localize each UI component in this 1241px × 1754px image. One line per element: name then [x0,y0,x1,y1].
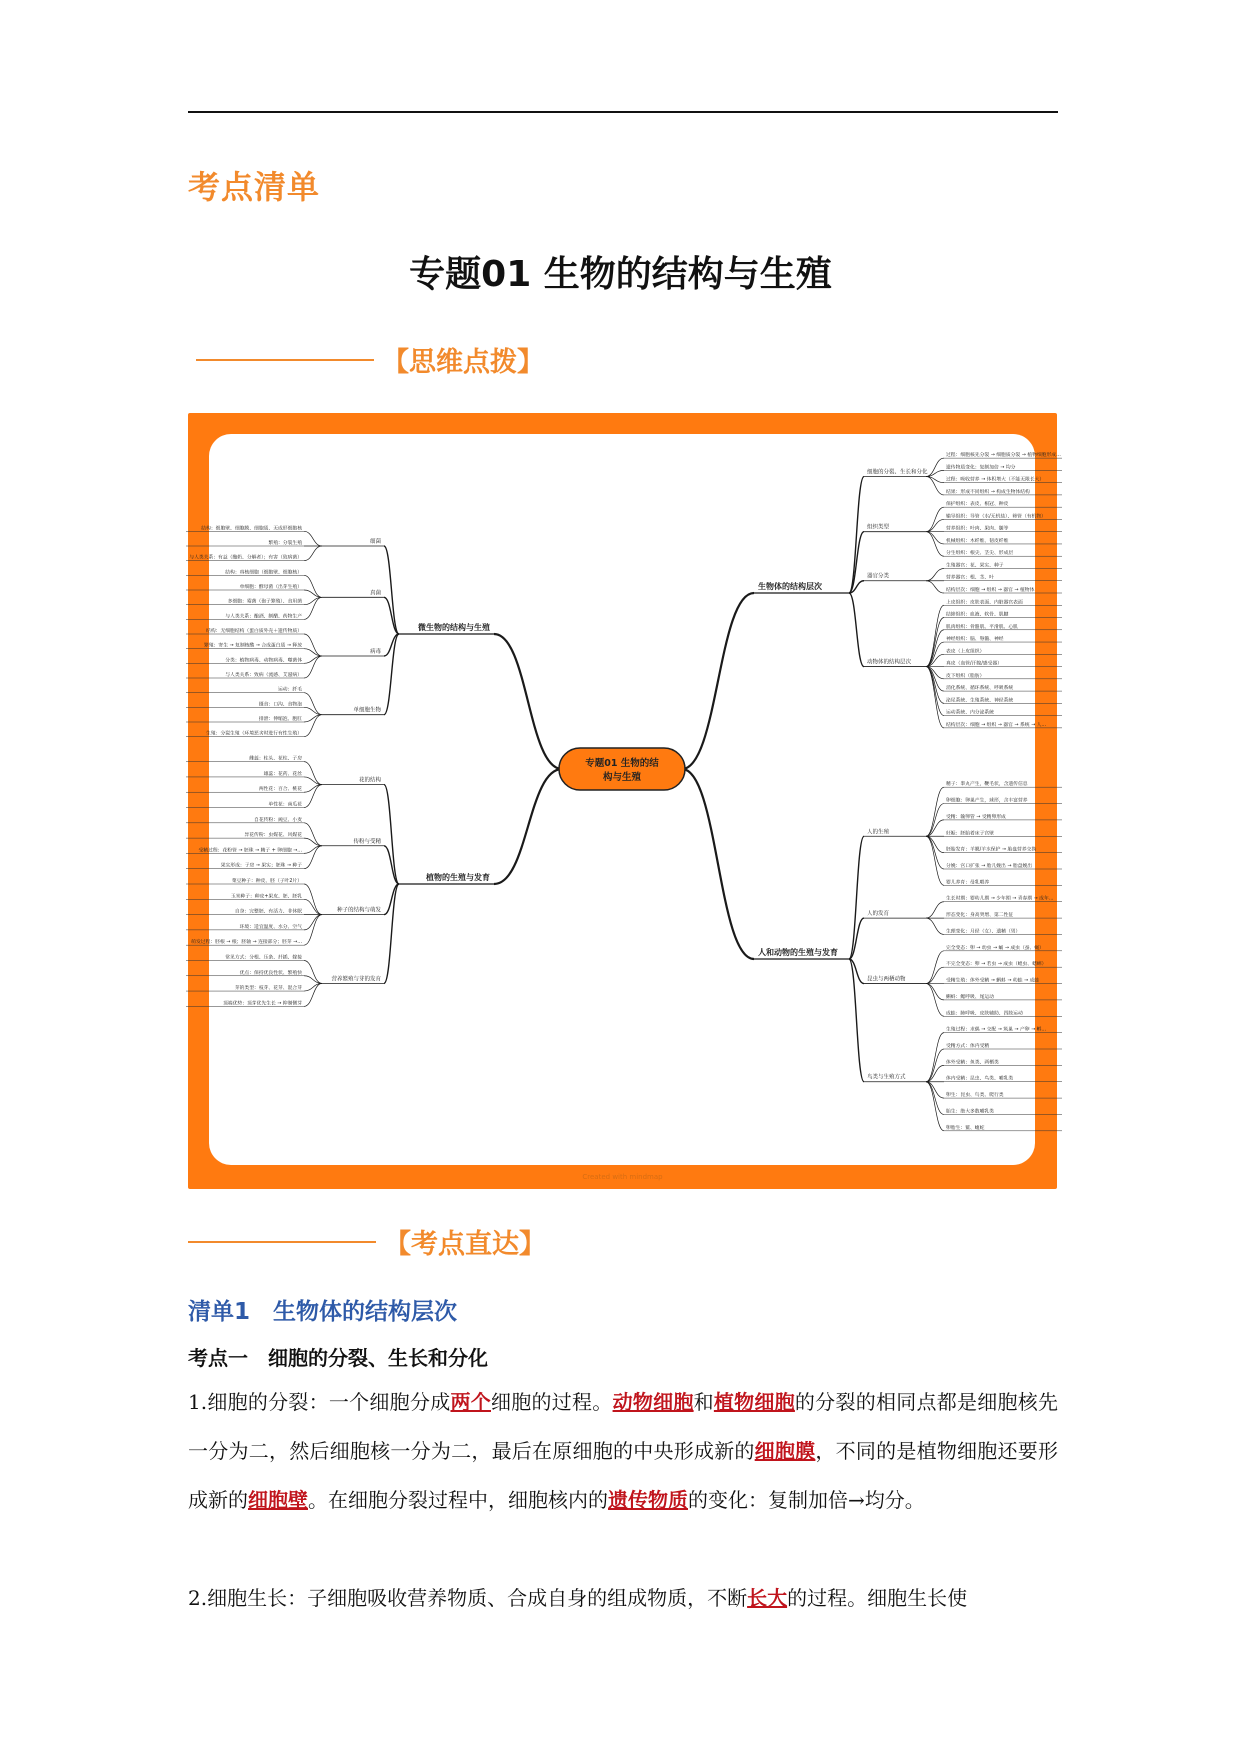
leaf-item: 胎生：绝大多数哺乳类 [946,1109,994,1115]
item-connector [304,546,322,561]
group-label: 组织类型 [867,524,890,531]
paragraph-2 [188,1574,1058,1623]
leaf-item: 与人类关系：酿酒、制醋、药物生产 [225,614,302,620]
keyword: 动物细胞 [612,1390,694,1414]
item-connector [304,899,322,914]
group-label: 细胞的分裂、生长和分化 [867,469,928,476]
group-label: 真菌 [369,590,381,597]
branch-connector [682,769,754,959]
text: 和 [693,1390,714,1414]
item-connector [926,787,944,836]
leaf-item: 真皮（血管/汗腺/感受器） [946,661,1002,667]
leaf-item: 分生组织：根尖、茎尖、形成层 [946,551,1014,557]
leaf-item: 玉米种子：种皮+果皮、胚、胚乳 [230,894,302,900]
leaf-item: 生殖器官：花、果实、种子 [946,563,1004,569]
group-label: 营养繁殖与芽的发育 [331,976,381,983]
center-node [559,748,685,790]
group-label: 花的结构 [358,777,381,784]
leaf-item: 异花传粉：虫媒花、风媒花 [244,833,302,839]
leaf-item: 受精方式：体内受精 [946,1044,990,1049]
leaf-item: 受精：输卵管 → 受精卵形成 [946,814,1006,820]
document-title: 专题01 生物的结构与生殖 [409,254,832,295]
section-line [188,1241,376,1243]
leaf-item: 不完全变态：卵 → 若虫 → 成虫（蝗虫、蟋蟀） [946,962,1047,968]
group-label: 种子的结构与萌发 [336,907,381,914]
text: 细胞的过程。 [491,1390,613,1414]
leaf-item: 皮下组织（脂肪） [946,673,985,679]
leaf-item: 多细胞：霉菌（孢子繁殖）、食用菌 [227,599,302,605]
leaf-item: 生殖过程：求偶 → 交配 → 筑巢 → 产卵 → 孵… [946,1027,1047,1033]
item-connector [926,820,944,836]
leaf-item: 环境：适宜温度、水分、空气 [239,924,302,930]
leaf-item: 婴儿养育：母乳喂养 [946,880,990,886]
leaf-item: 结构层次：细胞 → 组织 → 器官 → 植物体 [946,588,1035,593]
leaf-item: 分类：植物病毒、动物病毒、噬菌体 [225,658,302,664]
item-connector [926,984,944,1017]
leaf-item: 自花传粉：豌豆、小麦 [254,817,302,823]
item-connector [926,1082,944,1131]
leaf-item: 生长时期：婴幼儿期 → 少年期 → 青春期 → 成年… [946,896,1054,902]
leaf-item: 结缔组织：血液、软骨、肌腱 [946,612,1009,618]
text: 。在细胞分裂过程中，细胞核内的 [308,1488,608,1512]
paragraph-1 [188,1378,1058,1525]
leaf-item: 优点：保持优良性状、繁殖快 [239,970,302,976]
mindmap-frame [188,413,1061,1189]
item-connector [304,531,322,546]
leaf-item: 运动：纤毛 [278,687,302,693]
top-rule [188,111,1058,113]
list-title: 考点清单 [188,168,321,206]
leaf-item: 萌发过程：胚根 → 根；胚轴 → 连接部分；胚芽 →… [191,940,302,946]
leaf-item: 神经组织：脑、脊髓、神经 [946,637,1004,643]
item-connector [926,951,944,984]
branch-connector [494,769,562,884]
group-label: 昆虫与两栖动物 [867,976,906,983]
text: 1.细胞的分裂：一个细胞分成 [188,1390,451,1414]
section-line [196,359,374,361]
group-connector [384,785,399,884]
text: 的分裂的相同点都是细胞核先一分为二，然后细胞核一分为二，最后在原细胞的中央形成新的 [188,1390,1059,1463]
branch-label: 微生物的结构与生殖 [418,623,490,632]
section-title: 【考点直达】 [384,1229,546,1260]
leaf-item: 与人类关系：致病（流感、艾滋病） [225,673,302,678]
leaf-item: 成蛙：肺呼吸、皮肤辅助、四肢运动 [946,1011,1023,1017]
item-connector [926,836,944,885]
leaf-item: 受精生殖：体外受精 → 蝌蚪 → 幼蛙 → 成蛙 [946,978,1040,984]
item-connector [926,667,944,692]
item-connector [926,532,944,557]
group-label: 病毒 [369,649,381,655]
item-connector [304,884,322,915]
leaf-item: 两性花：百合、桃花 [258,787,302,793]
center-label: 构与生殖 [602,772,642,783]
watermark: Created with mindmap [582,1173,663,1181]
branch-connector [494,634,562,769]
mindmap-card [189,434,1061,1165]
leaf-item: 生殖：分裂生殖（环境恶劣时进行有性生殖） [206,731,302,737]
leaf-item: 单性花：南瓜花 [268,802,302,808]
leaf-item: 单细胞：酵母菌（出芽生殖） [239,585,302,590]
leaf-item: 体外受精：鱼类、两栖类 [946,1060,999,1066]
leaf-item: 菜豆种子：种皮、胚（子叶2片） [231,879,302,884]
leaf-item: 蝌蚪：鳃呼吸、尾运动 [946,994,994,1000]
item-connector [926,836,944,869]
leaf-item: 精子：睾丸产生，鞭毛状，含遗传信息 [946,782,1028,788]
item-connector [926,1049,944,1082]
leaf-item: 摄食：口沟、食物泡 [258,702,302,708]
keyword: 两个 [450,1390,491,1414]
leaf-item: 雄蕊：花药、花丝 [263,771,302,777]
leaf-item: 完全变态：卵 → 幼虫 → 蛹 → 成虫（蚕、蝇） [946,945,1044,951]
group-connector [849,593,864,667]
item-connector [926,1033,944,1082]
leaf-item: 运动系统、内分泌系统 [946,710,994,716]
leaf-item: 芽的类型：枝芽、花芽、混合芽 [234,986,302,992]
leaf-item: 繁殖：分裂生殖 [268,541,302,546]
leaf-item: 过程：吸收营养 → 体积增大（不能无限长大） [946,477,1045,483]
group-connector [849,959,864,1082]
branch-label: 生物体的结构层次 [758,582,822,591]
item-connector [926,902,944,918]
item-connector [926,984,944,1000]
group-label: 器官分类 [867,573,890,580]
item-connector [926,618,944,667]
group-label: 单细胞生物 [353,707,381,714]
leaf-item: 表皮（上皮组织） [946,649,985,655]
leaf-item: 胚胎发育：羊膜/羊水保护 → 胎盘营养交换 [946,847,1037,853]
mindmap-diagram [189,434,1061,1165]
leaf-item: 卵生：昆虫、鸟类、爬行类 [946,1093,1004,1099]
leaf-item: 受精过程：花粉管 → 胚珠 → 精子 + 卵细胞 →… [198,848,302,854]
leaf-item: 遗传物质变化：复制加倍 → 均分 [946,465,1016,471]
branch-label: 植物的生殖与发育 [426,873,490,882]
item-connector [926,918,944,934]
leaf-item: 上皮组织：皮肤表面、内脏器官表面 [946,600,1023,606]
keyword: 植物细胞 [713,1390,795,1414]
section-head-points [188,1222,546,1261]
leaf-item: 与人类关系：有益（酿奶、分解者）；有害（致病菌） [189,555,302,561]
group-label: 传粉与受精 [353,838,381,845]
leaf-item: 形态变化：身高突增、第二性征 [946,913,1014,919]
leaf-item: 分娩：宫口扩张 → 胎儿娩出 → 胎盘娩出 [946,864,1033,869]
leaf-item: 结构层次：细胞 → 组织 → 器官 → 系统 → 人… [946,722,1047,728]
leaf-item: 体内受精：昆虫、鸟类、哺乳类 [946,1076,1014,1082]
branch-label: 人和动物的生殖与发育 [758,948,838,957]
leaf-item: 肌肉组织：骨骼肌、平滑肌、心肌 [946,624,1018,630]
leaf-item: 卵胎生：鲨、蝮蛇 [946,1125,985,1131]
text: 的过程。细胞生长使 [787,1586,968,1610]
item-connector [926,507,944,532]
item-connector [926,804,944,837]
item-connector [926,836,944,852]
group-label: 动物体的结构层次 [867,659,912,666]
leaf-item: 顶端优势：顶芽优先生长 → 抑制侧芽 [222,1001,302,1007]
leaf-item: 营养器官：根、茎、叶 [946,575,994,581]
item-connector [926,519,944,531]
leaf-item: 结构：无细胞结构（蛋白质外壳＋遗传物质） [206,629,302,634]
leaf-item: 结构：真核细胞（细胞壁、细胞核） [225,570,302,576]
item-connector [304,915,322,946]
center-label: 专题01 生物的结 [585,758,659,769]
leaf-item: 繁殖：寄生 → 复制核酸 → 合成蛋白质 → 释放 [204,643,302,649]
leaf-item: 泌尿系统、生殖系统、神经系统 [946,698,1014,704]
keyword: 细胞壁 [248,1488,308,1512]
keyword: 细胞膜 [754,1439,816,1463]
leaf-item: 机械组织：木纤维、韧皮纤维 [946,538,1009,544]
leaf-item: 卵细胞：卵巢产生，球形，含丰富营养 [946,798,1028,804]
keyword: 长大 [747,1586,788,1610]
leaf-item: 过程：细胞核先分裂 → 细胞质分裂 → 植物细胞形成… [946,453,1061,459]
leaf-item: 果实形成：子房 → 果实；胚珠 → 种子 [220,863,302,869]
leaf-item: 输导组织：导管（水/无机盐）、筛管（有机物） [946,514,1046,520]
leaf-item: 保护组织：表皮、根冠、种皮 [946,502,1009,508]
leaf-item: 生理变化：月经（女）、遗精（男） [946,929,1021,935]
text: ，不同的是植物细胞还要形成新的 [188,1439,1059,1512]
leaf-item: 营养组织：叶肉、果肉、髓等 [946,526,1009,532]
leaf-item: 妊娠：胚胎着床子宫壁 [946,831,994,837]
leaf-item: 雌蕊：柱头、花柱、子房 [249,756,302,762]
section-title: 【思维点拨】 [382,347,544,378]
item-connector [926,532,944,544]
item-connector [926,605,944,666]
point-heading: 考点一 细胞的分裂、生长和分化 [188,1346,488,1370]
text: 2.细胞生长：子细胞吸收营养物质、合成自身的组成物质，不断 [188,1586,748,1610]
item-connector [926,1065,944,1081]
list-heading: 清单1 生物体的结构层次 [188,1299,458,1325]
group-label: 人的生殖 [867,829,890,836]
item-connector [926,667,944,716]
item-connector [926,967,944,983]
group-connector [384,546,399,634]
item-connector [926,1082,944,1115]
branch-connector [682,593,754,769]
item-connector [304,915,322,930]
leaf-item: 自身：完整胚、有活力、非休眠 [234,909,302,915]
item-connector [926,581,944,593]
leaf-item: 结果：形成不同组织 → 构成生物体结构 [946,489,1030,495]
group-label: 细菌 [369,539,381,545]
item-connector [926,642,944,667]
keyword: 遗传物质 [608,1488,688,1512]
item-connector [926,568,944,580]
section-head-mindmap [196,340,544,379]
group-label: 鸟类与生殖方式 [867,1074,906,1081]
leaf-item: 消化系统、循环系统、呼吸系统 [946,686,1014,692]
text: 的变化：复制加倍→均分。 [688,1488,925,1512]
item-connector [926,667,944,728]
group-label: 人的发育 [867,911,890,918]
leaf-item: 结构：细胞壁、细胞膜、细胞质、无成形细胞核 [201,526,302,532]
leaf-item: 排泄：伸缩泡、胞肛 [258,717,302,722]
leaf-item: 常见方式：分根、压条、扦插、嫁接 [225,955,302,961]
item-connector [926,1082,944,1098]
